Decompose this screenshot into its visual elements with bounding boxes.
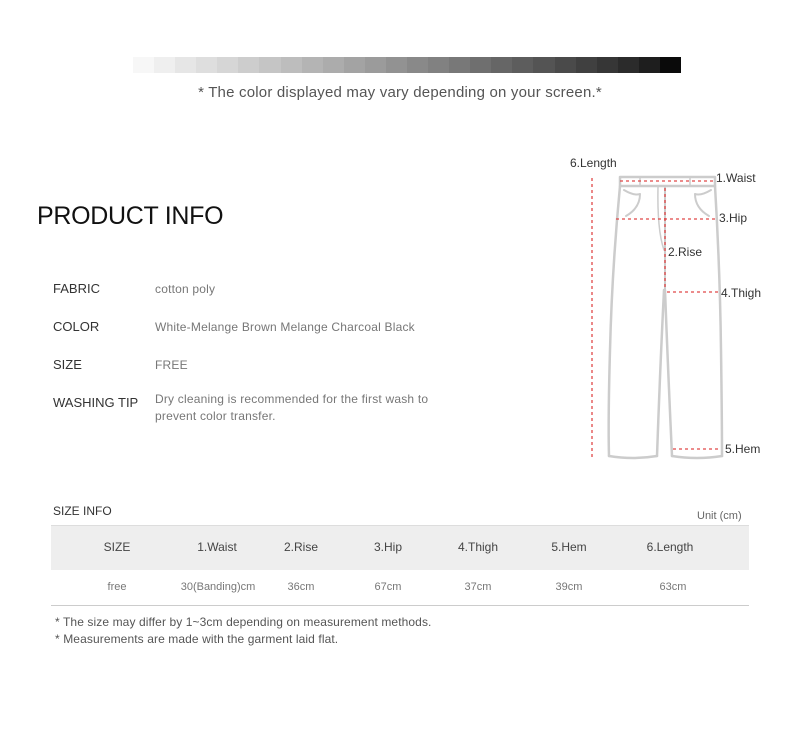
color-swatch-5	[217, 57, 238, 73]
color-swatch-20	[533, 57, 554, 73]
pants-measurement-diagram	[560, 150, 800, 470]
color-swatch-25	[639, 57, 660, 73]
header-size: SIZE	[103, 540, 131, 554]
value-length: 63cm	[659, 581, 687, 593]
size-label: SIZE	[53, 357, 82, 372]
value-hip: 67cm	[374, 581, 402, 593]
color-swatch-6	[238, 57, 259, 73]
header-length: 6.Length	[646, 540, 694, 554]
color-swatch-17	[470, 57, 491, 73]
color-swatch-22	[576, 57, 597, 73]
color-swatch-14	[407, 57, 428, 73]
size-table	[51, 525, 749, 606]
size-info-title: SIZE INFO	[53, 504, 112, 518]
thigh-label: 4.Thigh	[721, 286, 762, 300]
color-swatch-11	[344, 57, 365, 73]
size-value: FREE	[155, 358, 188, 372]
color-gradient-bar	[133, 57, 681, 73]
hem-label: 5.Hem	[725, 442, 761, 456]
color-disclaimer: * The color displayed may vary depending on your screen.*	[198, 84, 602, 101]
color-swatch-10	[323, 57, 344, 73]
color-swatch-18	[491, 57, 512, 73]
color-swatch-2	[154, 57, 175, 73]
washing-tip-label: WASHING TIP	[53, 395, 139, 410]
color-label: COLOR	[53, 319, 100, 334]
color-value: White-Melange Brown Melange Charcoal Black	[155, 320, 415, 334]
color-swatch-26	[660, 57, 681, 73]
color-swatch-16	[449, 57, 470, 73]
washing-tip-value: Dry cleaning is recommended for the first wash to prevent color transfer.	[155, 392, 429, 423]
color-swatch-13	[386, 57, 407, 73]
pants-outline-icon	[560, 150, 800, 470]
color-swatch-1	[133, 57, 154, 73]
size-table-header	[51, 526, 749, 570]
value-thigh: 37cm	[464, 581, 492, 593]
header-rise: 2.Rise	[283, 540, 319, 554]
value-size: free	[107, 581, 127, 593]
fabric-label: FABRIC	[53, 281, 100, 296]
waist-label: 1.Waist	[716, 171, 756, 185]
header-thigh: 4.Thigh	[457, 540, 499, 554]
fabric-value: cotton poly	[155, 282, 216, 296]
color-swatch-3	[175, 57, 196, 73]
color-swatch-7	[259, 57, 280, 73]
color-swatch-24	[618, 57, 639, 73]
color-swatch-21	[555, 57, 576, 73]
length-label: 6.Length	[570, 156, 617, 170]
header-hip: 3.Hip	[373, 540, 403, 554]
header-waist: 1.Waist	[197, 540, 237, 554]
value-rise: 36cm	[287, 581, 315, 593]
value-waist: 30(Banding)cm	[180, 581, 256, 593]
rise-label: 2.Rise	[668, 245, 703, 259]
color-swatch-12	[365, 57, 386, 73]
header-hem: 5.Hem	[551, 540, 587, 554]
color-swatch-8	[281, 57, 302, 73]
color-swatch-15	[428, 57, 449, 73]
value-hem: 39cm	[555, 581, 583, 593]
footnote-laid-flat: * Measurements are made with the garment laid flat.	[55, 632, 339, 646]
product-info-title: PRODUCT INFO	[37, 202, 224, 230]
color-swatch-9	[302, 57, 323, 73]
color-swatch-23	[597, 57, 618, 73]
hip-label: 3.Hip	[719, 211, 748, 225]
color-swatch-19	[512, 57, 533, 73]
color-swatch-4	[196, 57, 217, 73]
footnote-size-difference: * The size may differ by 1~3cm depending on measurement methods.	[55, 615, 432, 629]
unit-label: Unit (cm)	[697, 510, 742, 522]
